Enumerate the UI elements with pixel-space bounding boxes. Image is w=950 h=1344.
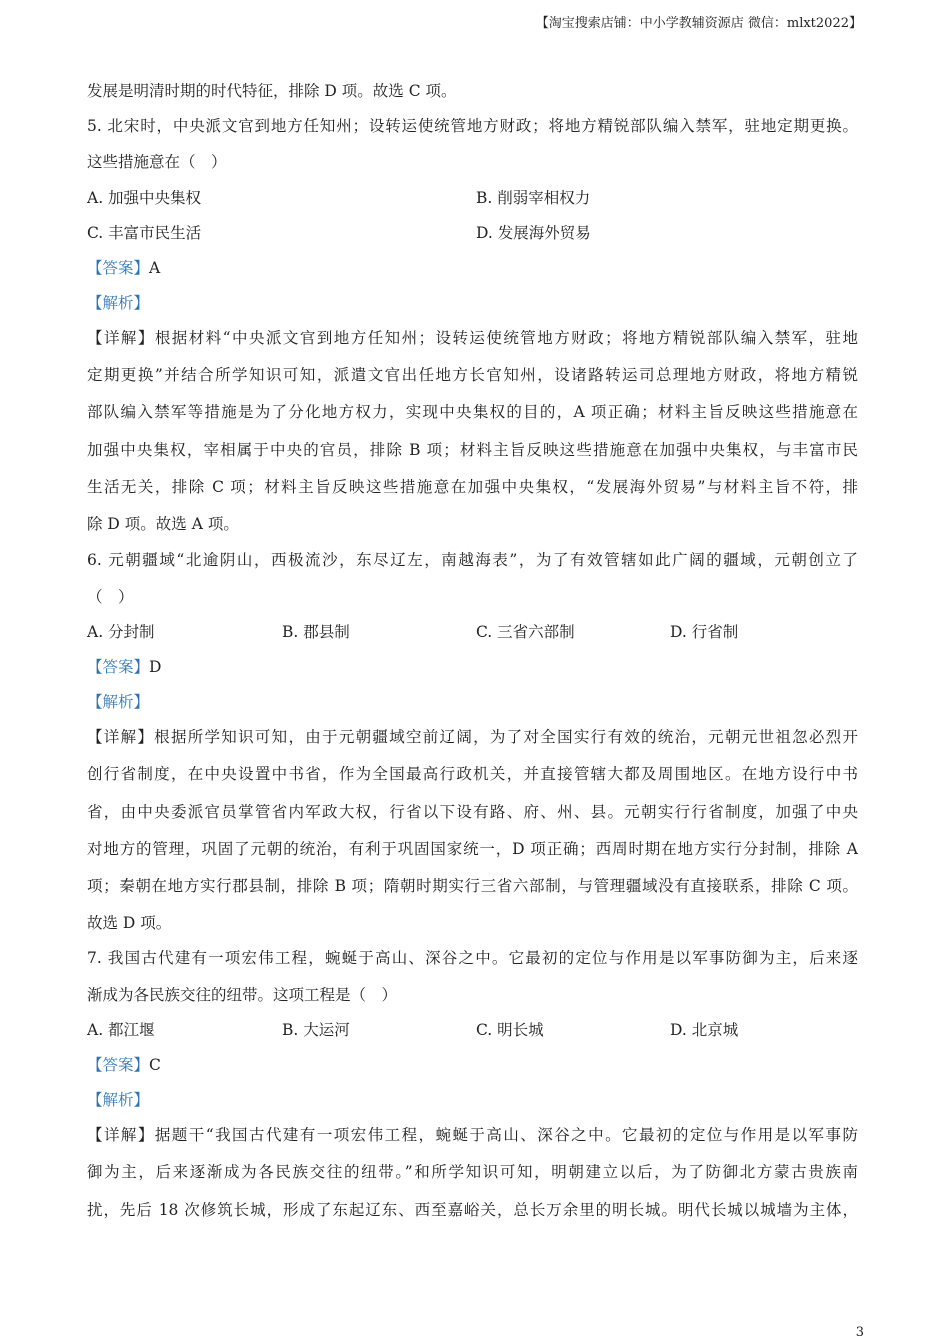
- answer-tag: 【答案】: [87, 259, 150, 277]
- answer-option: A. 加强中央集权: [87, 189, 202, 207]
- detail-text: 根据材料“中央派文官到地方任知州；设转运使统管地方财政；将地方精锐部队编入禁军，驻地: [154, 329, 858, 347]
- answer-option: D. 行省制: [670, 623, 739, 641]
- detail-text: 据题干“我国古代建有一项宏伟工程，蜿蜒于高山、深谷之中。它最初的定位与作用是以军事防: [154, 1126, 858, 1144]
- detail-text: 创行省制度，在中央设置中书省，作为全国最高行政机关，并直接管辖大都及周围地区。在地方设行中书: [87, 765, 858, 783]
- detail-line: [87, 876, 858, 896]
- answer-option: C. 三省六部制: [476, 623, 575, 641]
- answer-value: D: [149, 658, 162, 676]
- detail-line: [87, 477, 858, 497]
- question-stem: [87, 948, 858, 968]
- detail-line: [87, 440, 858, 460]
- question-stem-text: 5. 北宋时，中央派文官到地方任知州；设转运使统管地方财政；将地方精锐部队编入禁军，驻地定期更换。: [87, 117, 858, 135]
- question-stem-text: 6. 元朝疆域“北逾阴山，西极流沙，东尽辽左，南越海表”，为了有效管辖如此广阔的疆域，元朝创立了: [87, 551, 858, 569]
- answer-option: B. 郡县制: [282, 623, 350, 641]
- answer-option: B. 大运河: [282, 1021, 350, 1039]
- analysis-tag: 【解析】: [87, 294, 150, 312]
- detail-line: [87, 402, 858, 422]
- analysis-line: [87, 1090, 858, 1110]
- answer-option: C. 丰富市民生活: [87, 224, 202, 242]
- detail-text: 根据所学知识可知，由于元朝疆域空前辽阔，为了对全国实行有效的统治，元朝元世祖忽必烈开: [154, 728, 858, 746]
- detail-tag: 【详解】: [87, 728, 155, 746]
- question-stem: [87, 587, 858, 607]
- answer-value: C: [149, 1056, 161, 1074]
- answer-tag: 【答案】: [87, 1056, 150, 1074]
- analysis-line: [87, 692, 858, 712]
- answer-line: [87, 258, 858, 278]
- detail-text: 项；秦朝在地方实行郡县制，排除 B 项；隋朝时期实行三省六部制，与管理疆域没有直接联系，排除 C 项。: [87, 877, 858, 895]
- detail-line: [87, 1125, 858, 1145]
- detail-line: [87, 727, 858, 747]
- answer-tag: 【答案】: [87, 658, 150, 676]
- answer-option: A. 都江堰: [87, 1021, 155, 1039]
- question-stem: [87, 152, 858, 172]
- question-stem: [87, 116, 858, 136]
- detail-line: [87, 1162, 858, 1182]
- answer-option: C. 明长城: [476, 1021, 544, 1039]
- answer-option: A. 分封制: [87, 623, 155, 641]
- detail-line: [87, 514, 858, 534]
- detail-text: 扰，先后 18 次修筑长城，形成了东起辽东、西至嘉峪关，总长万余里的明长城。明代长城以城墙为主体，: [87, 1201, 858, 1219]
- intro-text: 发展是明清时期的时代特征，排除 D 项。故选 C 项。: [87, 82, 457, 100]
- page-header-watermark: 【淘宝搜索店铺：中小学教辅资源店 微信：mlxt2022】: [535, 16, 862, 31]
- detail-tag: 【详解】: [87, 329, 155, 347]
- detail-text: 生活无关，排除 C 项；材料主旨反映这些措施意在加强中央集权，“发展海外贸易”与材料主旨不符，排: [87, 478, 858, 496]
- page-number: 3: [855, 1325, 864, 1340]
- detail-text: 省，由中央委派官员掌管省内军政大权，行省以下设有路、府、州、县。元朝实行行省制度，加强了中央: [87, 803, 858, 821]
- question-stem: [87, 550, 858, 570]
- analysis-tag: 【解析】: [87, 1091, 150, 1109]
- answer-line: [87, 657, 858, 677]
- detail-text: 御为主，后来逐渐成为各民族交往的纽带。”和所学知识可知，明朝建立以后，为了防御北方蒙古贵族南: [87, 1163, 858, 1181]
- answer-line: [87, 1055, 858, 1075]
- text-line: [87, 81, 858, 101]
- detail-line: [87, 802, 858, 822]
- question-stem-text: 7. 我国古代建有一项宏伟工程，蜿蜒于高山、深谷之中。它最初的定位与作用是以军事防御为主，后来逐: [87, 949, 858, 967]
- detail-tag: 【详解】: [87, 1126, 155, 1144]
- question-stem-text: 这些措施意在（ ）: [87, 153, 227, 171]
- detail-text: 故选 D 项。: [87, 914, 172, 932]
- detail-text: 加强中央集权，宰相属于中央的官员，排除 B 项；材料主旨反映这些措施意在加强中央集权，与丰富市民: [87, 441, 858, 459]
- detail-line: [87, 328, 858, 348]
- analysis-line: [87, 293, 858, 313]
- analysis-tag: 【解析】: [87, 693, 150, 711]
- detail-line: [87, 1200, 858, 1220]
- detail-text: 对地方的管理，巩固了元朝的统治，有利于巩固国家统一，D 项正确；西周时期在地方实行分封制，排除 A: [87, 840, 858, 858]
- detail-line: [87, 365, 858, 385]
- detail-line: [87, 839, 858, 859]
- detail-line: [87, 764, 858, 784]
- question-stem: [87, 985, 858, 1005]
- detail-text: 除 D 项。故选 A 项。: [87, 515, 239, 533]
- answer-option: B. 削弱宰相权力: [476, 189, 591, 207]
- answer-value: A: [149, 259, 161, 277]
- question-stem-text: （ ）: [87, 588, 134, 606]
- detail-text: 定期更换”并结合所学知识可知，派遣文官出任地方长官知州，设诸路转运司总理地方财政，将地方精锐: [87, 366, 858, 384]
- question-stem-text: 渐成为各民族交往的纽带。这项工程是（ ）: [87, 986, 398, 1004]
- detail-text: 部队编入禁军等措施是为了分化地方权力，实现中央集权的目的，A 项正确；材料主旨反映这些措施意在: [87, 403, 858, 421]
- answer-option: D. 发展海外贸易: [476, 224, 591, 242]
- answer-option: D. 北京城: [670, 1021, 739, 1039]
- detail-line: [87, 913, 858, 933]
